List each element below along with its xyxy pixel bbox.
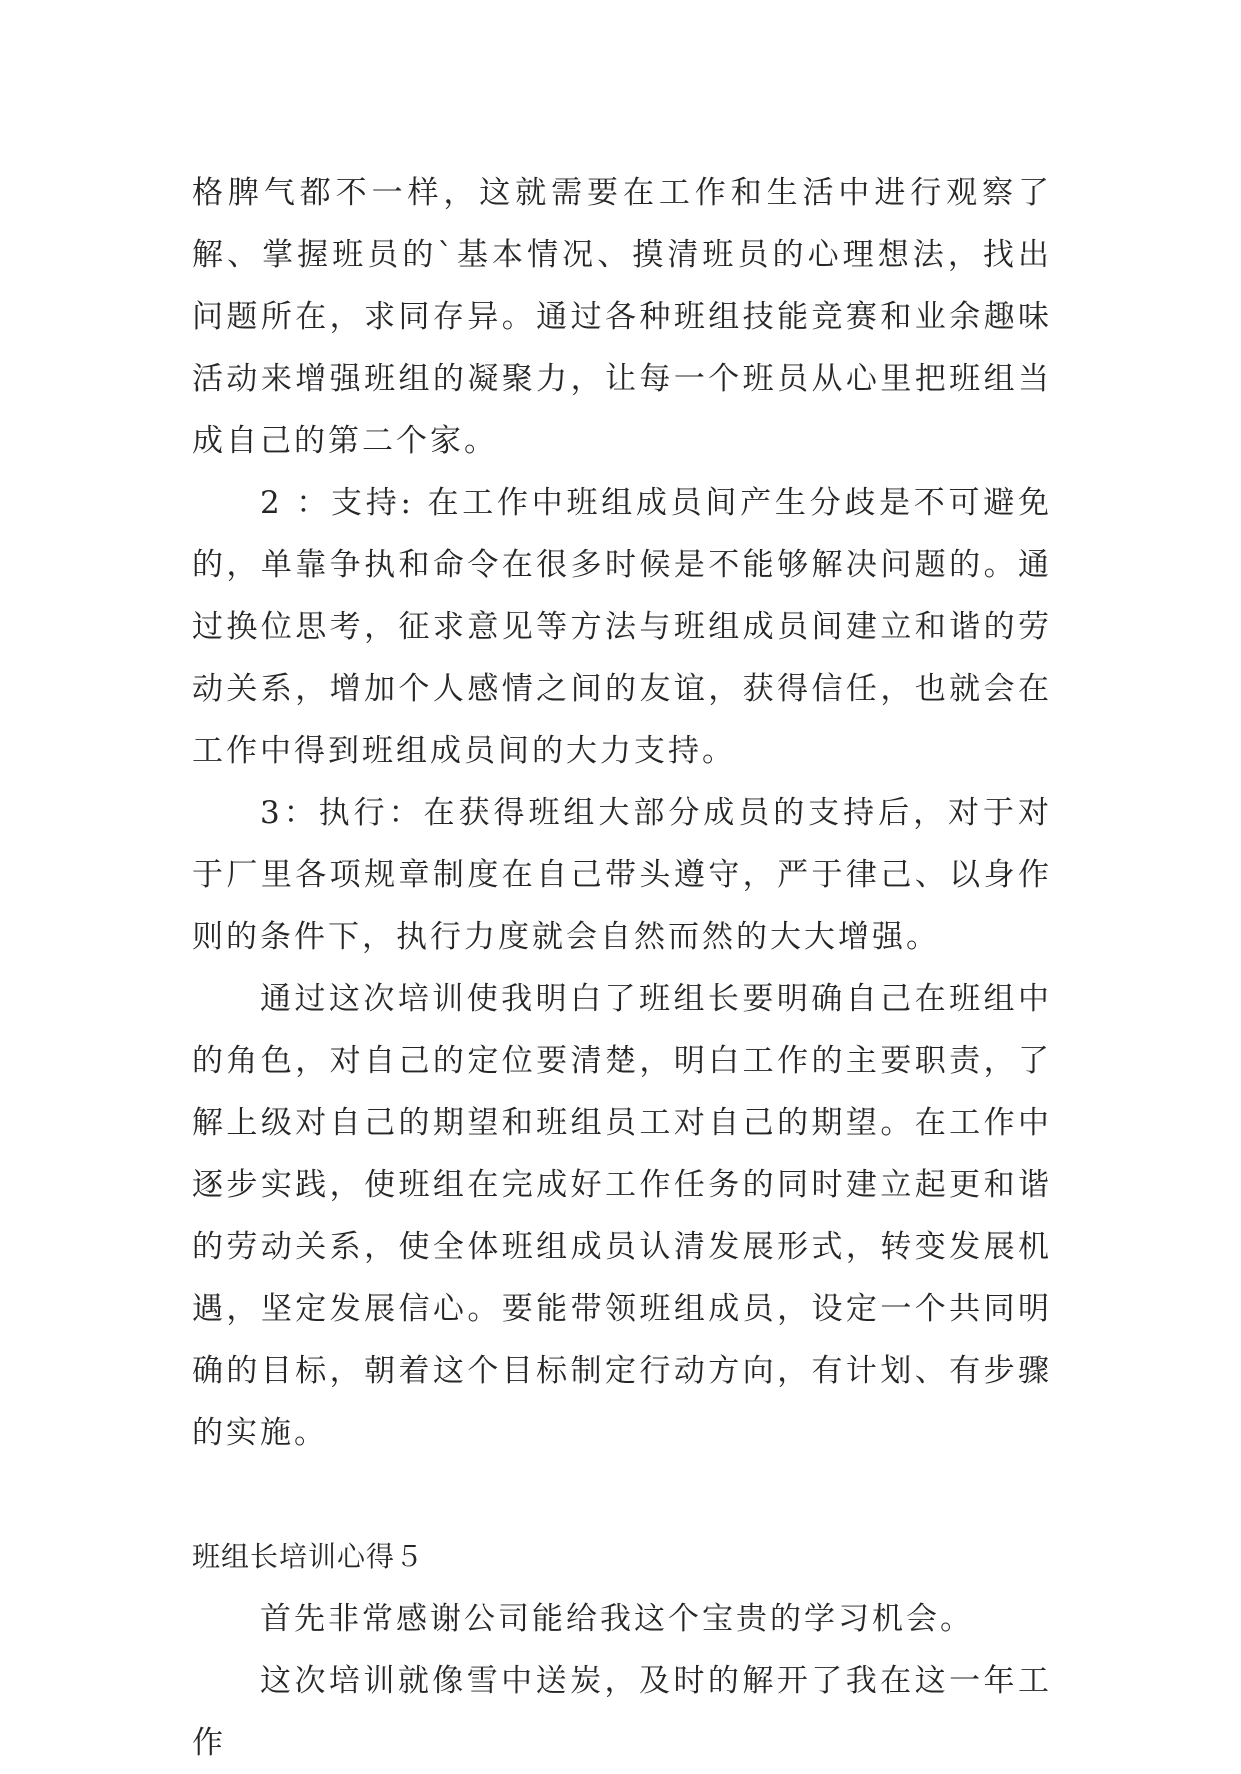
section-paragraph-intro: 这次培训就像雪中送炭，及时的解开了我在这一年工作 xyxy=(192,1663,1052,1761)
paragraph-execution: 3：执行：在获得班组大部分成员的支持后，对于对于厂里各项规章制度在自己带头遵守，严于律己、以身作则的条件下，执行力度就会自然而然的大大增强。 xyxy=(192,795,1052,955)
section-title: 班组长培训心得５ xyxy=(192,1540,425,1573)
paragraph-summary: 通过这次培训使我明白了班组长要明确自己在班组中的角色，对自己的定位要清楚，明白工作的主要职责，了解上级对自己的期望和班组员工对自己的期望。在工作中逐步实践，使班组在完成好工作任务的同时建立起更和谐的劳动关系，使全体班组成员认清发展形式，转变发展机遇，坚定发展信心。要能带领班组成员，设定一个共同明确的目标，朝着这个目标制定行动方向，有计划、有步骤的实施。 xyxy=(192,981,1052,1451)
paragraph-support: 2 ：支持: 在工作中班组成员间产生分歧是不可避免的，单靠争执和命令在很多时候是不能够解决问题的。通过换位思考，征求意见等方法与班组成员间建立和谐的劳动关系，增加个人感情之间的友谊，获得信任，也就会在工作中得到班组成员间的大力支持。 xyxy=(192,485,1052,769)
document-body xyxy=(192,162,1052,1774)
section-paragraph-thanks: 首先非常感谢公司能给我这个宝贵的学习机会。 xyxy=(260,1601,974,1637)
paragraph-continuation: 格脾气都不一样，这就需要在工作和生活中进行观察了解、掌握班员的`基本情况、摸清班员的心理想法，找出问题所在，求同存异。通过各种班组技能竞赛和业余趣味活动来增强班组的凝聚力，让每一个班员从心里把班组当成自己的第二个家。 xyxy=(192,175,1052,459)
